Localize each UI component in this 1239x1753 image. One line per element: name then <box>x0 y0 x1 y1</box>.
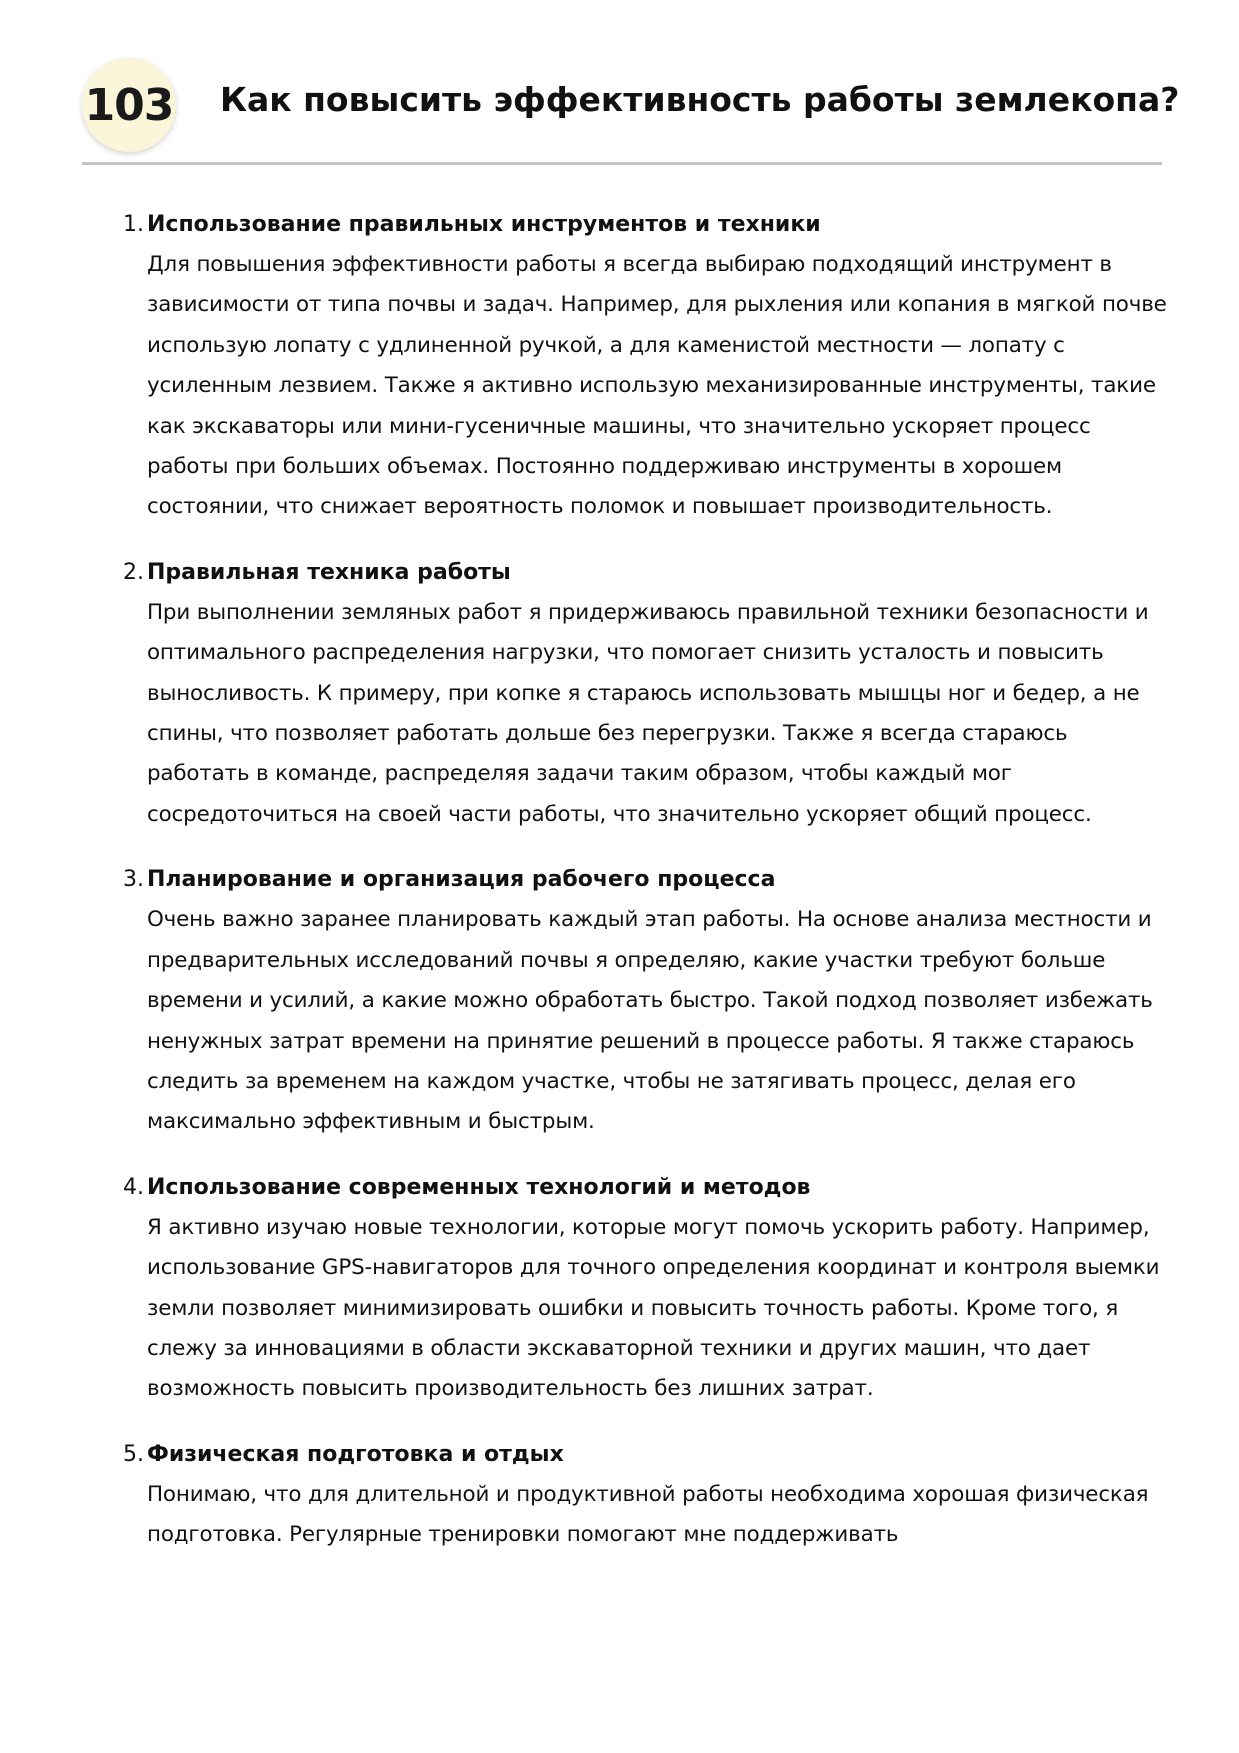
page-title: Как повысить эффективность работы землекопа? <box>220 80 1180 119</box>
item-body <box>147 553 1167 835</box>
item-number: 3. <box>123 867 144 893</box>
item-number: 1. <box>123 212 144 237</box>
item-title: Использование современных технологий и методов <box>147 1174 811 1200</box>
item-text: Для повышения эффективности работы я всегда выбираю подходящий инструмент в зависимости от типа почвы и задач. Например, для рыхления или копания в мягкой почве использую лопату с удлиненной ручкой, а для каменистой местности — лопату с усиленным лезвием. Также я активно использую механизированные инструменты, такие как экскаваторы или мини-гусеничные машины, что значительно ускоряет процесс работы при больших объемах. Постоянно поддерживаю инструменты в хорошем состоянии, что снижает вероятность поломок и повышает производительность. <box>147 252 1167 520</box>
item-body <box>147 860 1167 1142</box>
item-title: Физическая подготовка и отдых <box>147 1441 564 1467</box>
item-text: Понимаю, что для длительной и продуктивной работы необходима хорошая физическая подготовка. Регулярные тренировки помогают мне поддерживать <box>147 1481 1149 1548</box>
item-text: Очень важно заранее планировать каждый этап работы. На основе анализа местности и предварительных исследований почвы я определяю, какие участки требуют больше времени и усилий, а какие можно обработать быстро. Такой подход позволяет избежать ненужных затрат времени на принятие решений в процессе работы. Я также стараюсь следить за временем на каждом участке, чтобы не затягивать процесс, делая его максимально эффективным и быстрым. <box>147 907 1153 1135</box>
list-item <box>117 205 1167 528</box>
list-item <box>117 860 1167 1142</box>
item-body <box>147 1435 1167 1556</box>
item-text: Я активно изучаю новые технологии, которые могут помочь ускорить работу. Например, использование GPS-навигаторов для точного определения координат и контроля выемки земли позволяет минимизировать ошибки и повысить точность работы. Кроме того, я слежу за инновациями в области экскаваторной техники и других машин, что дает возможность повысить производительность без лишних затрат. <box>147 1214 1160 1402</box>
item-title: Планирование и организация рабочего процесса <box>147 867 776 893</box>
item-text: При выполнении земляных работ я придерживаюсь правильной техники безопасности и оптимального распределения нагрузки, что помогает снизить усталость и повысить выносливость. К примеру, при копке я стараюсь использовать мышцы ног и бедер, а не спины, что позволяет работать дольше без перегрузки. Также я всегда стараюсь работать в команде, распределяя задачи таким образом, чтобы каждый мог сосредоточиться на своей части работы, что значительно ускоряет общий процесс. <box>147 599 1149 827</box>
item-number: 2. <box>123 559 144 585</box>
item-number: 4. <box>123 1174 144 1200</box>
list-item <box>117 553 1167 835</box>
item-title: Правильная техника работы <box>147 559 511 585</box>
title-divider <box>82 162 1162 165</box>
item-title: Использование правильных инструментов и техники <box>147 212 821 237</box>
item-body <box>147 205 1167 528</box>
answer-list <box>117 205 1167 1581</box>
question-number-badge: 103 <box>82 58 176 152</box>
list-item <box>117 1168 1167 1410</box>
list-item <box>117 1435 1167 1556</box>
item-number: 5. <box>123 1441 144 1467</box>
item-body <box>147 1168 1167 1410</box>
page-header <box>82 58 1180 162</box>
